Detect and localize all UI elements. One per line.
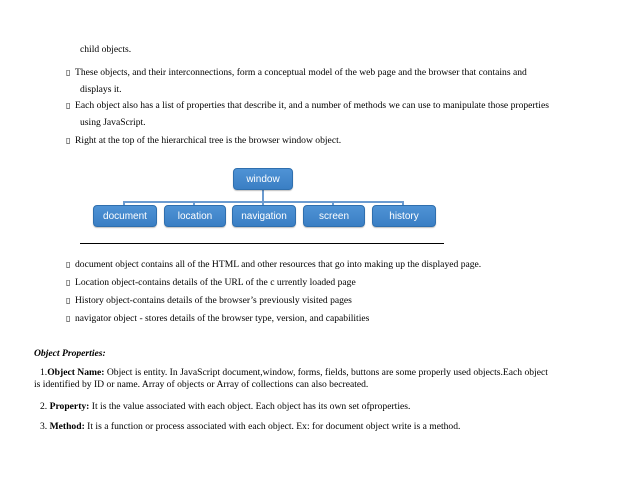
item-text: Object is entity. In JavaScript document,window, forms, fields, buttons are some properly used objects.Each object (104, 367, 548, 378)
item-number: 3. (40, 421, 50, 432)
item-text: It is the value associated with each object. Each object has its own set ofproperties. (89, 401, 411, 412)
object-text-location: Location object-contains details of the URL of the c urrently loaded page (75, 277, 356, 288)
intro-line-4: Each object also has a list of properties that describe it, and a number of methods we can use to manipulate those properties (75, 100, 549, 111)
property-item-2 (40, 401, 410, 413)
bullet-icon: ▯ (66, 101, 71, 110)
item-number: 1. (40, 367, 48, 378)
item-term: Object Name: (47, 367, 105, 378)
item-text: It is a function or process associated with each object. Ex: for document object write is a method. (84, 421, 461, 432)
property-item-1 (40, 367, 548, 379)
object-text-history: History object-contains details of the browser’s previously visited pages (75, 295, 352, 306)
object-bullet-4 (66, 313, 369, 325)
intro-bullet-1 (66, 67, 527, 79)
node-location: location (164, 205, 226, 227)
property-item-3 (40, 421, 460, 433)
intro-line-1: child objects. (80, 44, 132, 55)
intro-bullet-3 (66, 135, 341, 147)
intro-bullet-2 (66, 100, 549, 112)
node-window: window (233, 168, 293, 190)
section-heading: Object Properties: (34, 348, 106, 359)
item-term: Method: (49, 421, 85, 432)
item-term: Property: (49, 401, 90, 412)
bullet-icon: ▯ (66, 260, 71, 269)
node-history: history (372, 205, 436, 227)
bullet-icon: ▯ (66, 136, 71, 145)
object-hierarchy-diagram (93, 168, 435, 234)
property-item-1-cont: is identified by ID or name. Array of objects or Array of collections can also becreated. (34, 379, 369, 390)
node-document: document (93, 205, 157, 227)
item-number: 2. (40, 401, 50, 412)
divider-rule (80, 243, 444, 244)
intro-line-5: using JavaScript. (80, 117, 146, 128)
node-navigation: navigation (232, 205, 296, 227)
node-screen: screen (303, 205, 365, 227)
intro-line-3: displays it. (80, 84, 122, 95)
object-text-document: document object contains all of the HTML and other resources that go into making up the displayed page. (75, 259, 482, 270)
bullet-icon: ▯ (66, 278, 71, 287)
connector-trunk (262, 190, 264, 201)
intro-line-6: Right at the top of the hierarchical tree is the browser window object. (75, 135, 342, 146)
object-bullet-2 (66, 277, 356, 289)
bullet-icon: ▯ (66, 314, 71, 323)
bullet-icon: ▯ (66, 68, 71, 77)
object-bullet-3 (66, 295, 352, 307)
intro-line-2: These objects, and their interconnections, form a conceptual model of the web page and the browser that contains and (75, 67, 527, 78)
bullet-icon: ▯ (66, 296, 71, 305)
object-text-navigator: navigator object - stores details of the browser type, version, and capabilities (75, 313, 370, 324)
object-bullet-1 (66, 259, 481, 271)
